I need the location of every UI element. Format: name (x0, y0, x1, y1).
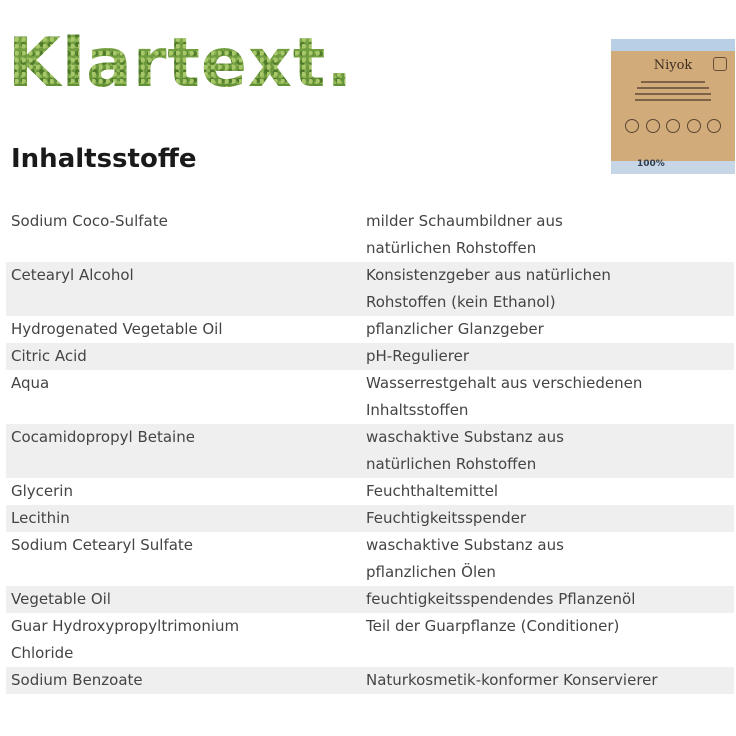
ingredient-description-line: pflanzlichen Ölen (366, 563, 496, 581)
ingredient-name (6, 262, 366, 289)
ingredient-name (6, 667, 366, 694)
ingredient-description-line: pH-Regulierer (366, 347, 470, 365)
product-feature-icons (625, 119, 721, 133)
ingredient-description (366, 667, 734, 694)
ingredient-name-line: Cocamidopropyl Betaine (11, 428, 195, 446)
ingredient-name-line: Guar Hydroxypropyltrimonium (11, 617, 240, 635)
ingredients-table (6, 208, 734, 694)
product-text-line (635, 99, 711, 101)
ingredient-name (6, 343, 366, 370)
ingredient-row (6, 262, 734, 316)
brand-logo: Klartext. (8, 24, 354, 103)
ingredient-name-line: Citric Acid (11, 347, 87, 365)
ingredient-name-line: Vegetable Oil (11, 590, 111, 608)
ingredient-name (6, 316, 366, 343)
feature-icon (625, 119, 639, 133)
ingredient-name (6, 370, 366, 397)
ingredient-name (6, 424, 366, 451)
ingredient-description (366, 316, 734, 343)
ingredient-description (366, 505, 734, 532)
ingredient-description-line: milder Schaumbildner aus (366, 212, 563, 230)
ingredient-name (6, 478, 366, 505)
ingredient-description-line: Feuchtigkeitsspender (366, 509, 527, 527)
ingredient-description (366, 208, 734, 262)
ingredient-description-line: pflanzlicher Glanzgeber (366, 320, 544, 338)
ingredient-description (366, 262, 734, 316)
ingredient-row (6, 208, 734, 262)
ingredient-description-line: waschaktive Substanz aus (366, 428, 564, 446)
product-badge: 100% (637, 159, 665, 169)
section-title: Inhaltsstoffe (11, 144, 197, 174)
ingredient-description-line: Wasserrestgehalt aus verschiedenen (366, 374, 643, 392)
ingredient-row (6, 370, 734, 424)
ingredient-description (366, 532, 734, 586)
product-box-bottom (611, 161, 735, 174)
ingredient-row (6, 613, 734, 667)
product-brand-name: Niyok (653, 58, 693, 73)
ingredient-description (366, 343, 734, 370)
ingredient-name-line: Sodium Benzoate (11, 671, 143, 689)
feature-icon (707, 119, 721, 133)
ingredient-description-line: Konsistenzgeber aus natürlichen (366, 266, 611, 284)
ingredient-description-line: natürlichen Rohstoffen (366, 239, 537, 257)
ingredient-description-line: Feuchthaltemittel (366, 482, 499, 500)
feature-icon (666, 119, 680, 133)
ingredient-row (6, 478, 734, 505)
feature-icon (687, 119, 701, 133)
product-text-line (637, 87, 709, 89)
ingredient-name-line: Glycerin (11, 482, 73, 500)
ingredient-name-line: Lecithin (11, 509, 70, 527)
ingredient-name (6, 505, 366, 532)
ingredient-name-line: Aqua (11, 374, 50, 392)
ingredient-description-line: Inhaltsstoffen (366, 401, 469, 419)
ingredient-row (6, 532, 734, 586)
ingredient-description (366, 424, 734, 478)
product-text-line (641, 81, 705, 83)
ingredient-row (6, 316, 734, 343)
ingredient-name (6, 532, 366, 559)
ingredient-description (366, 613, 734, 640)
ingredient-description (366, 586, 734, 613)
ingredient-description-line: natürlichen Rohstoffen (366, 455, 537, 473)
ingredient-description-line: Naturkosmetik-konformer Konservierer (366, 671, 658, 689)
feature-icon (646, 119, 660, 133)
ingredient-description-line: waschaktive Substanz aus (366, 536, 564, 554)
ingredient-row (6, 505, 734, 532)
ingredient-name (6, 586, 366, 613)
ingredient-description (366, 478, 734, 505)
ingredient-row (6, 667, 734, 694)
ingredient-name-line: Hydrogenated Vegetable Oil (11, 320, 223, 338)
ingredient-description (366, 370, 734, 424)
ingredient-description-line: Teil der Guarpflanze (Conditioner) (366, 617, 620, 635)
ingredient-name (6, 208, 366, 235)
ingredient-description-line: Rohstoffen (kein Ethanol) (366, 293, 556, 311)
product-text-line (635, 93, 711, 95)
ingredient-name-line: Sodium Coco-Sulfate (11, 212, 168, 230)
ingredient-name-line: Chloride (11, 644, 74, 662)
product-image (611, 39, 735, 174)
ingredient-row (6, 424, 734, 478)
ingredient-row (6, 586, 734, 613)
ingredient-description-line: feuchtigkeitsspendendes Pflanzenöl (366, 590, 636, 608)
ingredient-name-line: Sodium Cetearyl Sulfate (11, 536, 194, 554)
ingredient-name (6, 613, 366, 667)
ingredient-name-line: Cetearyl Alcohol (11, 266, 134, 284)
ingredient-row (6, 343, 734, 370)
